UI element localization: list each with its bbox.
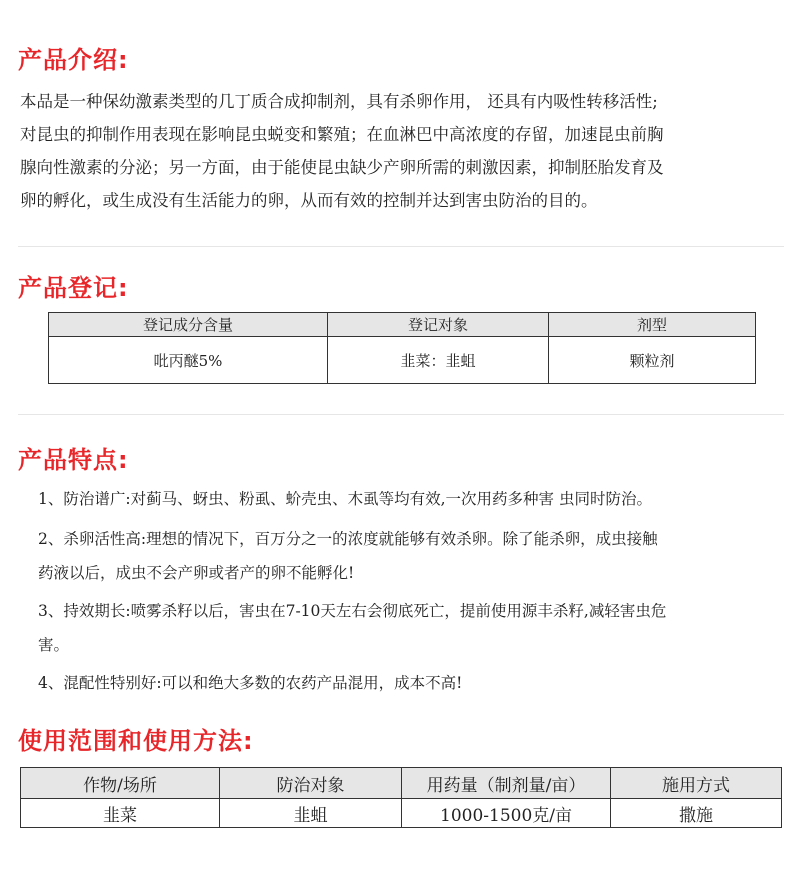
intro-line: 卵的孵化，或生成没有生活能力的卵，从而有效的控制并达到害虫防治的目的。	[20, 191, 598, 210]
table-cell: 韭菜	[21, 799, 220, 828]
registration-table	[48, 312, 756, 384]
divider	[18, 414, 784, 415]
feature-item: 药液以后，成虫不会产卵或者产的卵不能孵化!	[38, 564, 355, 582]
feature-item: 3、持效期长:喷雾杀籽以后，害虫在7-10天左右会彻底死亡，提前使用源丰杀籽,减轻害虫危	[38, 602, 667, 620]
divider	[18, 246, 784, 247]
column-header: 登记成分含量	[49, 313, 328, 337]
table-cell: 1000-1500克/亩	[402, 799, 611, 828]
intro-paragraph	[20, 85, 790, 217]
column-header: 登记对象	[328, 313, 549, 337]
column-header: 防治对象	[220, 768, 402, 799]
intro-line: 对昆虫的抑制作用表现在影响昆虫蜕变和繁殖；在血淋巴中高浓度的存留，加速昆虫前胸	[20, 125, 664, 144]
intro-line: 本品是一种保幼激素类型的几丁质合成抑制剂，具有杀卵作用， 还具有内吸性转移活性;	[20, 92, 658, 111]
feature-item: 害。	[38, 636, 70, 654]
column-header: 施用方式	[611, 768, 782, 799]
table-cell: 韭蛆	[220, 799, 402, 828]
table-header-row	[21, 768, 782, 799]
table-cell: 撒施	[611, 799, 782, 828]
feature-item: 1、防治谱广:对蓟马、蚜虫、粉虱、蚧壳虫、木虱等均有效,一次用药多种害 虫同时防治。	[38, 490, 652, 508]
table-cell: 颗粒剂	[549, 337, 756, 384]
registration-heading: 产品登记:	[18, 274, 129, 302]
intro-line: 腺向性激素的分泌；另一方面，由于能使昆虫缺少产卵所需的刺激因素，抑制胚胎发育及	[20, 158, 664, 177]
table-row	[21, 799, 782, 828]
features-list	[38, 484, 788, 702]
column-header: 剂型	[549, 313, 756, 337]
usage-table	[20, 767, 782, 828]
usage-heading: 使用范围和使用方法:	[18, 727, 254, 755]
feature-item: 4、混配性特别好:可以和绝大多数的农药产品混用，成本不高!	[38, 674, 463, 692]
intro-heading: 产品介绍:	[18, 46, 129, 74]
table-cell: 吡丙醚5%	[49, 337, 328, 384]
feature-item: 2、杀卵活性高:理想的情况下，百万分之一的浓度就能够有效杀卵。除了能杀卵，成虫接触	[38, 530, 658, 548]
table-cell: 韭菜：韭蛆	[328, 337, 549, 384]
features-heading: 产品特点:	[18, 446, 129, 474]
table-row	[49, 337, 756, 384]
column-header: 作物/场所	[21, 768, 220, 799]
table-header-row	[49, 313, 756, 337]
column-header: 用药量（制剂量/亩）	[402, 768, 611, 799]
